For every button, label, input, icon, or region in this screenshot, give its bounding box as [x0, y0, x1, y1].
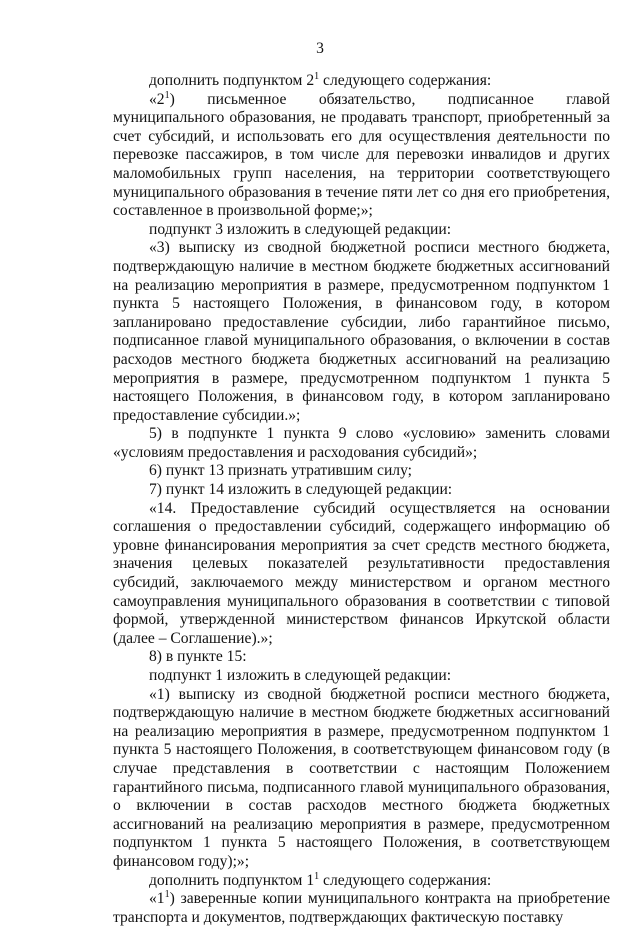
- paragraph-item-6: 6) пункт 13 признать утратившим силу;: [149, 462, 413, 480]
- paragraph-point-14-text: «14. Предоставление субсидий осуществляется на основании соглашения о предоставлении субсидий, содержащего информацию об уровне финансирования мероприятия за счет средств местного бюджета, значения целевых показателей результативности предоставления субсидий, заключаемого между министерством и органом местного самоуправления муниципального образования в соответствии с типовой формой, утвержденной министерством финансов Иркутской области (далее – Соглашение).»;: [113, 499, 610, 647]
- paragraph-subpoint-1-intro: подпункт 1 изложить в следующей редакции:: [149, 667, 452, 684]
- paragraph-subpoint-3-text: «3) выписку из сводной бюджетной росписи местного бюджета, подтверждающую наличие в местном бюджете бюджетных ассигнований на реализацию мероприятия в размере, предусмотренном подпунктом 1 пункта 5 настоящего Положения, в финансовом году, в котором запланировано предоставление субсидии, либо гарантийное письмо, подписанное главой муниципального образования, о включении в состав расходов местного бюджета бюджетных ассигнований на реализацию мероприятия в размере, предусмотренном подпунктом 1 пункта 5 настоящего Положения, в финансовом году, в котором запланировано предоставление субсидии.»;: [113, 239, 610, 424]
- paragraph-add-subpoint-2-1: дополнить подпунктом $2^1$ следующего содержания:: [149, 70, 492, 89]
- paragraph-add-subpoint-1-1: дополнить подпунктом $1^1$ следующего содержания:: [149, 870, 492, 889]
- paragraph-item-8: 8) в пункте 15:: [149, 648, 247, 666]
- paragraph-subpoint-3-intro: подпункт 3 изложить в следующей редакции:: [149, 220, 452, 238]
- document-body: [113, 72, 610, 927]
- paragraph-subpoint-2-1-text: «$2^1$) письменное обязательство, подписанное главой муниципального образования, не продавать транспорт, приобретенный за счет субсидий, и использовать его для осуществления деятельности по перевозке пассажиров, в том числе для перевозки инвалидов и других маломобильных групп населения, на территории соответствующего муниципального образования в течение пяти лет со дня его приобретения, составленное в произвольной форме;»;: [113, 89, 610, 220]
- paragraph-item-5: 5) в подпункте 1 пункта 9 слово «условию» заменить словами «условиям предоставления и расходования субсидий»;: [113, 425, 610, 461]
- paragraph-subpoint-1-1-text: «$1^1$) заверенные копии муниципального контракта на приобретение транспорта и документов, подтверждающих фактическую поставку: [113, 888, 610, 926]
- paragraph-item-7: 7) пункт 14 изложить в следующей редакции:: [149, 481, 453, 499]
- paragraph-subpoint-1-text: «1) выписку из сводной бюджетной росписи местного бюджета, подтверждающую наличие в местном бюджете бюджетных ассигнований на реализацию мероприятия в размере, предусмотренном подпунктом 1 пункта 5 настоящего Положения, в соответствующем финансовом году (в случае представления в соответствии с настоящим Положением гарантийного письма, подписанного главой муниципального образования, о включении в состав расходов местного бюджета бюджетных ассигнований на реализацию мероприятия в размере, предусмотренном подпунктом 1 пункта 5 настоящего Положения, в соответствующем финансовом году);»;: [113, 685, 610, 870]
- page-number: 3: [316, 40, 324, 57]
